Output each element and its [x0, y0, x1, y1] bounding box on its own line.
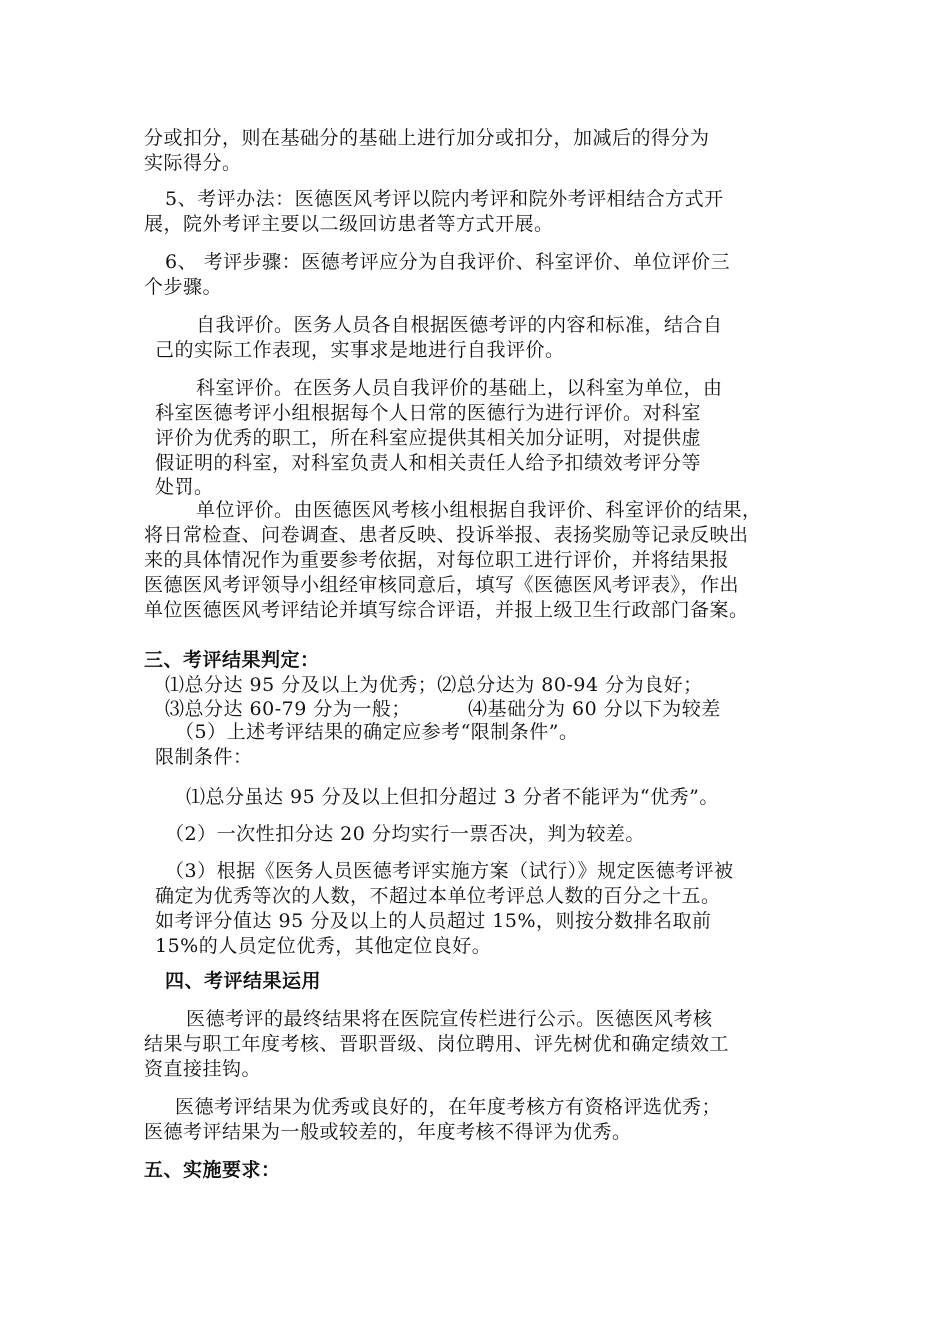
unit-eval-line-4: 医德医风考评领导小组经审核同意后，填写《医德医风考评表》，作出: [144, 574, 740, 596]
self-eval-line-2: 己的实际工作表现，实事求是地进行自我评价。: [155, 339, 565, 361]
results-use-line-1: 医德考评的最终结果将在医院宣传栏进行公示。医德医风考核: [186, 1008, 713, 1030]
unit-eval-line-2: 将日常检查、问卷调查、患者反映、投诉举报、表扬奖励等记录反映出: [144, 524, 749, 546]
limit-3-line-2: 确定为优秀等次的人数，不超过本单位考评总人数的百分之十五。: [155, 885, 721, 907]
method-line-2: 展，院外考评主要以二级回访患者等方式开展。: [144, 213, 554, 235]
limit-3-line-3: 如考评分值达 95 分及以上的人员超过 15%，则按分数排名取前: [155, 910, 712, 932]
limit-3-line-1: （3）根据《医务人员医德考评实施方案（试行）》规定医德考评被: [165, 860, 734, 882]
dept-eval-line-4: 假证明的科室，对科室负责人和相关责任人给予扣绩效考评分等: [155, 452, 702, 474]
score-line-1: 分或扣分，则在基础分的基础上进行加分或扣分，加减后的得分为: [144, 127, 710, 149]
grade-line-2a: ⑶总分达 60-79 分为一般；: [165, 698, 411, 720]
limits-label: 限制条件：: [155, 746, 253, 768]
grade-line-2b: ⑷基础分为 60 分以下为较差: [468, 698, 721, 720]
dept-eval-line-1: 科室评价。在医务人员自我评价的基础上，以科室为单位，由: [196, 377, 723, 399]
results-grade-line-1: 医德考评结果为优秀或良好的，在年度考核方有资格评选优秀；: [175, 1096, 722, 1118]
unit-eval-line-3: 来的具体情况作为重要参考依据，对每位职工进行评价，并将结果报: [144, 549, 730, 571]
score-line-2: 实际得分。: [144, 152, 242, 174]
results-use-line-2: 结果与职工年度考核、晋职晋级、岗位聘用、评先树优和确定绩效工: [144, 1033, 730, 1055]
note-5: （5）上述考评结果的确定应参考“限制条件”。: [175, 721, 579, 743]
limit-2: （2）一次性扣分达 20 分均实行一票否决，判为较差。: [165, 823, 645, 845]
dept-eval-line-3: 评价为优秀的职工，所在科室应提供其相关加分证明，对提供虚: [155, 427, 702, 449]
section-5-heading: 五、实施要求：: [144, 1159, 281, 1181]
results-grade-line-2: 医德考评结果为一般或较差的，年度考核不得评为优秀。: [144, 1121, 632, 1143]
dept-eval-line-2: 科室医德考评小组根据每个人日常的医德行为进行评价。对科室: [155, 402, 702, 424]
section-3-heading: 三、考评结果判定：: [144, 649, 320, 671]
method-line-1: 5、考评办法：医德医风考评以院内考评和院外考评相结合方式开: [165, 188, 724, 210]
unit-eval-line-1: 单位评价。由医德医风考核小组根据自我评价、科室评价的结果，: [196, 499, 762, 521]
self-eval-line-1: 自我评价。医务人员各自根据医德考评的内容和标准，结合自: [196, 314, 723, 336]
limit-1: ⑴总分虽达 95 分及以上但扣分超过 3 分者不能评为“优秀”。: [186, 786, 719, 808]
section-4-heading: 四、考评结果运用: [165, 970, 322, 992]
unit-eval-line-5: 单位医德医风考评结论并填写综合评语，并报上级卫生行政部门备案。: [144, 599, 749, 621]
steps-line-2: 个步骤。: [144, 276, 223, 298]
grade-line-1: ⑴总分达 95 分及以上为优秀；⑵总分达为 80-94 分为良好；: [165, 674, 703, 696]
results-use-line-3: 资直接挂钩。: [144, 1058, 262, 1080]
limit-3-line-4: 15%的人员定位优秀，其他定位良好。: [155, 935, 492, 957]
steps-line-1: 6、 考评步骤：医德考评应分为自我评价、科室评价、单位评价三: [165, 251, 731, 273]
dept-eval-line-5: 处罚。: [155, 476, 214, 498]
